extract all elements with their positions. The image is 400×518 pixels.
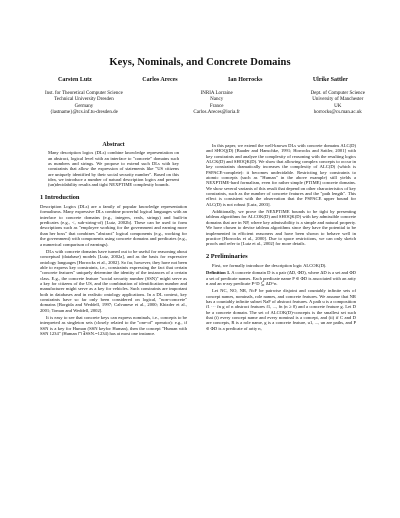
affiliation-line: University of Manchester <box>312 97 364 103</box>
affiliation-line: INRIA Lorraine <box>200 91 233 96</box>
affiliation-email: horrocks@cs.man.ac.uk <box>313 110 362 116</box>
section-heading: 1 Introduction <box>40 193 80 201</box>
paragraph: First, we formally introduce the description logic ALCOK(D). <box>212 262 327 268</box>
affiliation-line: Dept. of Computer Science <box>310 91 365 96</box>
abstract-heading: Abstract <box>102 142 125 148</box>
paragraph: DLs with concrete domains have turned out to be useful for reasoning about conceptual (database) models [Lutz, 2002a], and as the basis for expressive ontology languages [Horrocks et al., 2002]. So far, however, they have not been able to express key constraints, i.e., constraints expressing the fact that certain "concrete features" uniquely determine the identity of the instances of a certain class. E.g., the concrete feature "social security number (SSN)" might serve as a key for citizens of the US, and the combination of identification number and manufacturer might serve as a key for vehicles. Such constraints are important both in databases and in realistic ontology applications. In a DL context, key constraints have so far only been considered on logical, "non-concrete" domains [Borgida and Weddell, 1997; Calvanese et al., 2000; Khizder et al., 2001; Toman and Weddell, 2002]. <box>40 248 187 313</box>
affiliation <box>193 91 240 117</box>
affiliation-line: UK <box>334 103 342 109</box>
abstract-text: Many description logics (DLs) combine knowledge representation on an abstract, logical level with an interface to "concrete" domains such as numbers and strings. We propose to extend such DLs with key constraints that allow the expression of statements like "US citizens are uniquely identified by their social security number". Based on this idea, we introduce a number of natural description logics and present (un)decidability results and tight NEXPTIME complexity bounds. <box>48 150 179 188</box>
author-list <box>58 77 348 83</box>
affiliation-email: {lastname}@tcs.inf.tu-dresden.de <box>49 110 118 116</box>
affiliation-line: Technical University Dresden <box>54 97 114 103</box>
affiliation-line: Inst. for Theoretical Computer Science <box>45 91 123 96</box>
paper-title: Keys, Nominals, and Concrete Domains <box>109 57 291 68</box>
affiliation-line: France <box>209 103 224 109</box>
section-heading: 2 Preliminaries <box>206 252 248 260</box>
definition-text: A concrete domain D is a pair (ΔD, ΦD), where ΔD is a set and ΦD a set of predicate names. Each predicate name P ∈ ΦD is associated with an arity n and an n-ary predicate P^D ⊆ ΔD^n. <box>206 270 356 286</box>
affiliation-list <box>45 91 365 117</box>
paragraph: It is easy to see that concrete keys can express nominals, i.e., concepts to be interpreted as singleton sets (closely related to the "one-of" operator): e.g., if SSN is a key for Human (SSN keyfor Human), then the concept "Human with SSN 1234" (Human ⊓ ∃SSN.=1234) has at most one instance. <box>40 314 187 336</box>
affiliation <box>45 91 123 117</box>
paragraph: Additionally, we prove the NEXPTIME bounds to be tight by presenting tableau algorithms for ALCOK(D) and SHOQK(D) with key admissible concrete domains that are in NP, where key admissibility is a simple and natural property. We have chosen to devise tableau algorithms since they have the potential to be implemented in efficient reasoners and have been shown to behave well in practice [Horrocks et al., 2000]. Due to space restrictions, we can only sketch proofs and refer to [Lutz et al., 2002] for more details. <box>206 209 356 247</box>
definition <box>206 270 356 286</box>
affiliation-email: Carlos.Areces@loria.fr <box>193 110 240 116</box>
affiliation-line: Nancy <box>210 97 224 103</box>
affiliation-line: Germany <box>74 103 94 109</box>
paragraph: Let NC, NO, NR, NcF be pairwise disjoint and countably infinite sets of concept names, nominals, role names, and concrete features. We assume that NR has a countably infinite subset NaF of abstract features. A path u is a composition f1 ··· fn g of n abstract features f1, ..., fn (n ≥ 0) and a concrete feature g. Let D be a concrete domain. The set of ALCOK(D)-concepts is the smallest set such that (i) every concept name and every nominal is a concept, and (ii) if C and D are concepts, R is a role name, g is a concrete feature, u1, ..., un are paths, and P ∈ ΦD is a predicate of arity n, <box>206 288 356 331</box>
paragraph: In this paper, we extend the well-known DLs with concrete domains ALC(D) and SHOQ(D) [Baader and Hanschke, 1991; Horrocks and Sattler, 2001] with key constraints and analyze the complexity of reasoning with the resulting logics ALCK(D) and SHOQK(D). We show that allowing complex concepts to occur in key constraints dramatically increases the complexity of ALC(D) (which is PSPACE-complete): it becomes undecidable. Restricting key constraints to atomic concepts (such as "Human" in the above example) still yields a NEXPTIME-hard formalism, even for rather simple (PTIME) concrete domains. We show several variants of this result that depend on other characteristics of key constraints, such as the number of concrete features and the "path length". This effect is consistent with the observation that the PSPACE upper bound for ALC(D) is not robust [Lutz, 2003]. <box>206 143 356 207</box>
author-name: Carlos Areces <box>142 77 178 83</box>
affiliation <box>311 91 365 117</box>
left-column <box>40 143 187 338</box>
paragraph: Description Logics (DLs) are a family of popular knowledge representation formalisms. Many expressive DLs combine powerful logical languages with an interface to concrete domains (e.g., integers, reals, strings) and built-in predicates (e.g., <, sub-string-of) [Lutz, 2002b]. These can be used to form descriptions such as "employee working for the government and earning more than her boss" that combines "abstract" logical components (e.g., working for the government) with components using concrete domains and predicates (e.g., a numerical comparison of earnings). <box>40 204 187 247</box>
right-column <box>206 143 356 333</box>
author-name: Ulrike Sattler <box>312 77 348 83</box>
definition-label: Definition 1. <box>206 270 231 276</box>
author-name: Ian Horrocks <box>228 77 263 83</box>
author-name: Carsten Lutz <box>58 77 92 83</box>
